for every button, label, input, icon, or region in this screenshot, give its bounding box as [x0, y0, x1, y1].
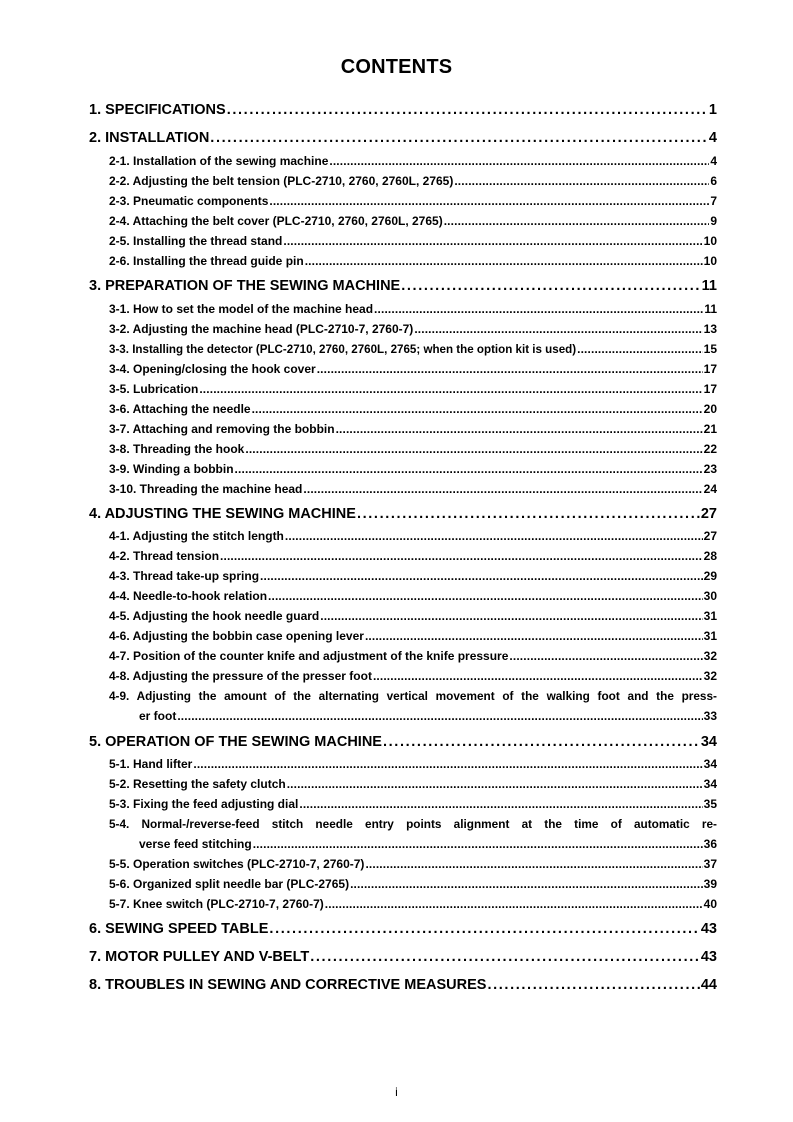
toc-entry-title: 4-1. Adjusting the stitch length	[109, 529, 284, 543]
toc-entry-4-8[interactable]	[89, 669, 717, 683]
dot-leader	[252, 402, 703, 416]
toc-entry-page: 37	[703, 857, 717, 871]
dot-leader	[235, 462, 703, 476]
dot-leader	[268, 589, 703, 603]
toc-entry-page: 33	[703, 709, 717, 723]
toc-entry-2-5[interactable]	[89, 234, 717, 248]
toc-entry-page: 29	[703, 569, 717, 583]
toc-entry-page: 9	[710, 214, 717, 228]
toc-entry-4-6[interactable]	[89, 629, 717, 643]
toc-entry-page: 11	[704, 302, 717, 316]
toc-entry-page: 28	[703, 549, 717, 563]
toc-entry-title: 2-1. Installation of the sewing machine	[109, 154, 329, 168]
toc-entry-title: 4-2. Thread tension	[109, 549, 220, 563]
toc-entry-title: 5. OPERATION OF THE SEWING MACHINE	[89, 734, 382, 750]
toc-entry-page: 43	[700, 949, 717, 965]
dot-leader	[310, 949, 700, 965]
dot-leader	[373, 669, 703, 683]
toc-entry-title: 2-4. Attaching the belt cover (PLC-2710, 2760, 2760L, 2765)	[109, 214, 443, 228]
dot-leader	[487, 977, 699, 993]
toc-entry-title: 2-2. Adjusting the belt tension (PLC-2710, 2760, 2760L, 2765)	[109, 174, 454, 188]
dot-leader	[283, 234, 702, 248]
toc-entry-section-3[interactable]	[89, 278, 717, 294]
toc-entry-title: 2. INSTALLATION	[89, 130, 210, 146]
dot-leader	[305, 254, 703, 268]
dot-leader	[269, 194, 709, 208]
toc-entry-2-2[interactable]	[89, 174, 717, 188]
dot-leader	[444, 214, 710, 228]
toc-entry-page: 44	[700, 977, 717, 993]
toc-entry-page: 13	[703, 322, 717, 336]
toc-entry-3-8[interactable]	[89, 442, 717, 456]
toc-entry-2-4[interactable]	[89, 214, 717, 228]
dot-leader	[350, 877, 703, 891]
toc-entry-4-4[interactable]	[89, 589, 717, 603]
toc-entry-page: 31	[703, 629, 717, 643]
dot-leader	[287, 777, 703, 791]
toc-entry-title: 6. SEWING SPEED TABLE	[89, 921, 269, 937]
dot-leader	[414, 322, 702, 336]
toc-entry-title: 2-5. Installing the thread stand	[109, 234, 283, 248]
toc-entry-title: 3-6. Attaching the needle	[109, 402, 251, 416]
toc-entry-page: 7	[710, 194, 717, 208]
dot-leader	[227, 102, 708, 118]
toc-entry-title: verse feed stitching	[139, 837, 252, 851]
toc-entry-3-10[interactable]	[89, 482, 717, 496]
toc-entry-page: 22	[703, 442, 717, 456]
toc-entry-4-7[interactable]	[89, 649, 717, 663]
toc-entry-page: 31	[703, 609, 717, 623]
toc-entry-5-2[interactable]	[89, 777, 717, 791]
toc-entry-3-2[interactable]	[89, 322, 717, 336]
toc-entry-page: 11	[701, 278, 717, 294]
toc-entry-3-5[interactable]	[89, 382, 717, 396]
toc-entry-page: 34	[700, 734, 717, 750]
toc-entry-title: 5-2. Resetting the safety clutch	[109, 777, 286, 791]
toc-entry-5-7[interactable]	[89, 897, 717, 911]
dot-leader	[199, 382, 702, 396]
toc-entry-5-1[interactable]	[89, 757, 717, 771]
toc-entry-5-6[interactable]	[89, 877, 717, 891]
toc-entry-page: 32	[703, 669, 717, 683]
page-title: CONTENTS	[340, 56, 453, 78]
toc-entry-page: 35	[703, 797, 717, 811]
dot-leader	[260, 569, 703, 583]
toc-entry-title: er foot	[139, 709, 177, 723]
dot-leader	[454, 174, 709, 188]
toc-entry-page: 1	[708, 102, 717, 118]
toc-entry-title: 5-3. Fixing the feed adjusting dial	[109, 797, 299, 811]
dot-leader	[357, 506, 700, 522]
toc-entry-2-6[interactable]	[89, 254, 717, 268]
dot-leader	[220, 549, 703, 563]
dot-leader	[401, 278, 700, 294]
toc-entry-page: 17	[703, 382, 717, 396]
toc-entry-title: 1. SPECIFICATIONS	[89, 102, 226, 118]
dot-leader	[245, 442, 702, 456]
toc-entry-page: 23	[703, 462, 717, 476]
toc-entry-page: 34	[703, 777, 717, 791]
toc-entry-3-9[interactable]	[89, 462, 717, 476]
toc-entry-5-3[interactable]	[89, 797, 717, 811]
toc-entry-section-8[interactable]	[89, 977, 717, 993]
toc-entry-title: 4. ADJUSTING THE SEWING MACHINE	[89, 506, 356, 522]
toc-entry-2-1[interactable]	[89, 154, 717, 168]
toc-entry-title: 2-6. Installing the thread guide pin	[109, 254, 304, 268]
dot-leader	[329, 154, 709, 168]
toc-entry-4-1[interactable]	[89, 529, 717, 543]
toc-entry-title: 4-3. Thread take-up spring	[109, 569, 260, 583]
toc-entry-title: 4-5. Adjusting the hook needle guard	[109, 609, 320, 623]
toc-entry-page: 21	[703, 422, 717, 436]
toc-entry-page: 20	[703, 402, 717, 416]
dot-leader	[365, 629, 703, 643]
toc-entry-5-4-line-1[interactable]: 5-4. Normal-/reverse-feed stitch needle entry points alignment at the time of automatic re-	[109, 817, 717, 831]
toc-entry-title: 5-5. Operation switches (PLC-2710-7, 2760-7)	[109, 857, 365, 871]
toc-entry-page: 15	[703, 342, 717, 356]
toc-entry-page: 4	[710, 154, 717, 168]
toc-entry-2-3[interactable]	[89, 194, 717, 208]
toc-entry-3-6[interactable]	[89, 402, 717, 416]
dot-leader	[210, 130, 708, 146]
dot-leader	[325, 897, 703, 911]
toc-entry-section-5[interactable]	[89, 734, 717, 750]
toc-entry-page: 10	[703, 254, 717, 268]
toc-entry-title: 3-7. Attaching and removing the bobbin	[109, 422, 335, 436]
toc-entry-page: 39	[703, 877, 717, 891]
toc-entry-section-1[interactable]	[89, 102, 717, 118]
toc-entry-page: 30	[703, 589, 717, 603]
toc-entry-4-9-line-1[interactable]: 4-9. Adjusting the amount of the alternating vertical movement of the walking foot and the press-	[109, 689, 717, 703]
toc-entry-title: 5-6. Organized split needle bar (PLC-2765)	[109, 877, 350, 891]
toc-entry-title: 3-4. Opening/closing the hook cover	[109, 362, 316, 376]
page-number: i	[395, 1085, 398, 1099]
toc-entry-4-5[interactable]	[89, 609, 717, 623]
dot-leader	[336, 422, 703, 436]
toc-entry-section-2[interactable]	[89, 130, 717, 146]
toc-entry-3-7[interactable]	[89, 422, 717, 436]
toc-entry-4-3[interactable]	[89, 569, 717, 583]
toc-entry-title: 3-9. Winding a bobbin	[109, 462, 234, 476]
toc-entry-page: 36	[703, 837, 717, 851]
toc-entry-title: 4-7. Position of the counter knife and adjustment of the knife pressure	[109, 649, 509, 663]
toc-entry-title: 3-1. How to set the model of the machine head	[109, 302, 374, 316]
toc-entry-5-4[interactable]	[89, 837, 717, 851]
toc-entry-4-9[interactable]	[89, 709, 717, 723]
dot-leader	[374, 302, 703, 316]
toc-entry-page: 27	[703, 529, 717, 543]
toc-entry-page: 10	[703, 234, 717, 248]
toc-entry-page: 34	[703, 757, 717, 771]
toc-entry-page: 40	[703, 897, 717, 911]
dot-leader	[509, 649, 702, 663]
dot-leader	[269, 921, 699, 937]
dot-leader	[193, 757, 702, 771]
toc-entry-3-3[interactable]	[89, 342, 717, 356]
toc-entry-3-4[interactable]	[89, 362, 717, 376]
toc-entry-page: 27	[700, 506, 717, 522]
toc-entry-title: 3-2. Adjusting the machine head (PLC-2710-7, 2760-7)	[109, 322, 414, 336]
toc-entry-section-6[interactable]	[89, 921, 717, 937]
toc-entry-title: 3. PREPARATION OF THE SEWING MACHINE	[89, 278, 401, 294]
dot-leader	[253, 837, 703, 851]
toc-entry-title: 3-8. Threading the hook	[109, 442, 245, 456]
dot-leader	[383, 734, 700, 750]
toc-entry-page: 4	[708, 130, 717, 146]
dot-leader	[317, 362, 703, 376]
toc-entry-title: 5-7. Knee switch (PLC-2710-7, 2760-7)	[109, 897, 324, 911]
toc-entry-page: 43	[700, 921, 717, 937]
toc-entry-title: 4-4. Needle-to-hook relation	[109, 589, 268, 603]
toc-entry-title: 5-1. Hand lifter	[109, 757, 193, 771]
toc-entry-section-7[interactable]	[89, 949, 717, 965]
dot-leader	[177, 709, 702, 723]
toc-entry-3-1[interactable]	[89, 302, 717, 316]
dot-leader	[285, 529, 703, 543]
toc-entry-page: 24	[703, 482, 717, 496]
toc-entry-4-2[interactable]	[89, 549, 717, 563]
dot-leader	[365, 857, 702, 871]
toc-entry-title: 4-8. Adjusting the pressure of the presser foot	[109, 669, 372, 683]
toc-entry-title: 3-10. Threading the machine head	[109, 482, 303, 496]
toc-entry-title: 8. TROUBLES IN SEWING AND CORRECTIVE MEASURES	[89, 977, 487, 993]
toc-entry-page: 6	[710, 174, 717, 188]
toc-entry-title: 3-5. Lubrication	[109, 382, 199, 396]
toc-entry-page: 17	[703, 362, 717, 376]
toc-entry-5-5[interactable]	[89, 857, 717, 871]
toc-entry-section-4[interactable]	[89, 506, 717, 522]
toc-entry-title: 2-3. Pneumatic components	[109, 194, 269, 208]
dot-leader	[320, 609, 702, 623]
dot-leader	[303, 482, 702, 496]
toc-entry-title: 4-6. Adjusting the bobbin case opening lever	[109, 629, 364, 643]
dot-leader	[299, 797, 702, 811]
toc-entry-title: 3-3. Installing the detector (PLC-2710, 2760, 2760L, 2765; when the option kit is used)	[109, 343, 577, 356]
toc-entry-page: 32	[703, 649, 717, 663]
toc-entry-title: 7. MOTOR PULLEY AND V-BELT	[89, 949, 310, 965]
dot-leader	[577, 342, 703, 356]
